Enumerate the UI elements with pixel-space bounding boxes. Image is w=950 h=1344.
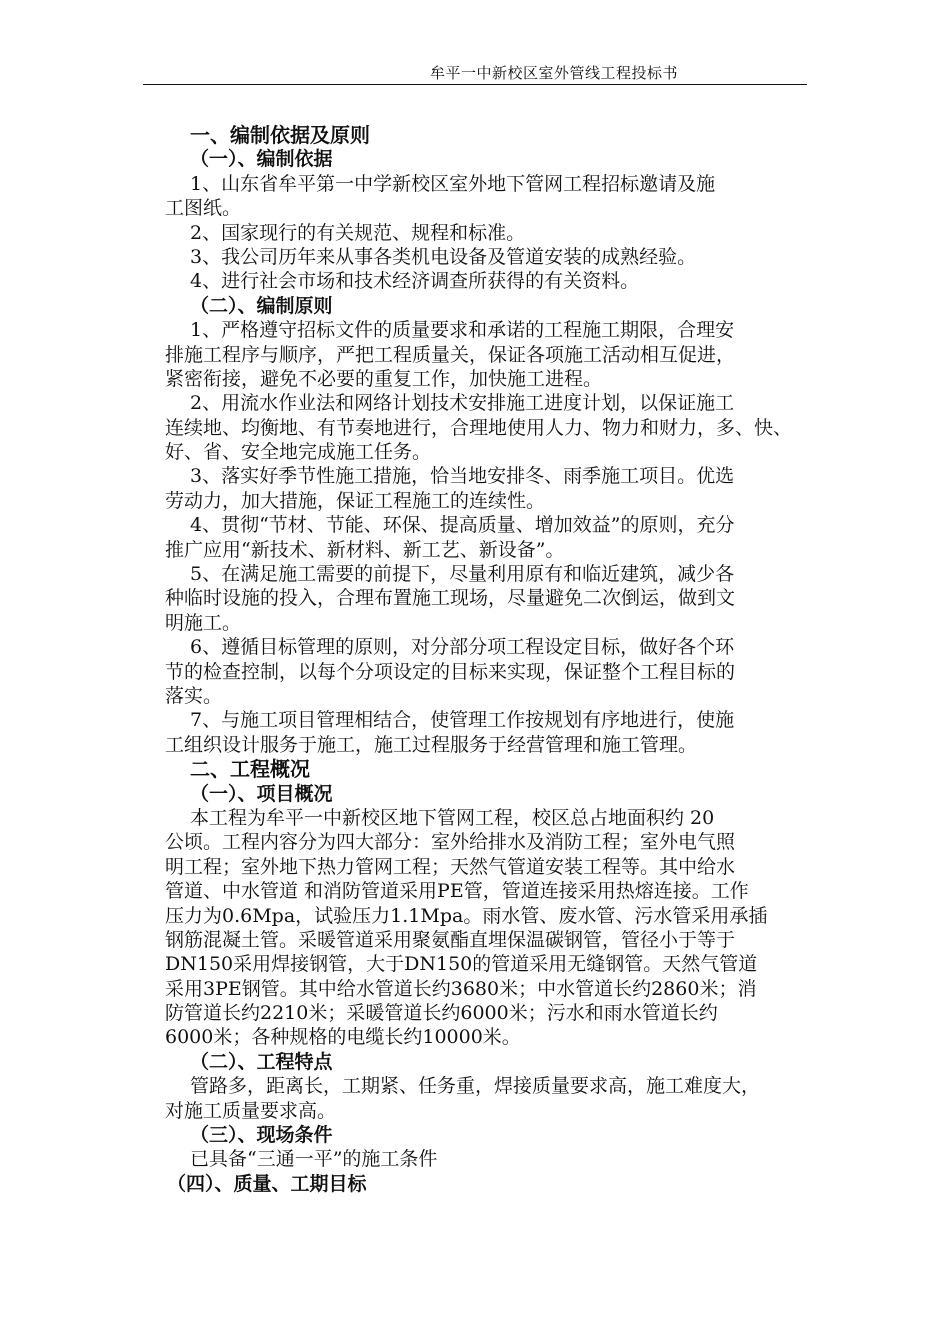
paragraph-line: 6000米；各种规格的电缆长约10000米。 [165,1026,521,1049]
subsection-heading: （一）、项目概况 [190,782,333,805]
paragraph-line: 7、与施工项目管理相结合，使管理工作按规划有序地进行，使施 [190,709,735,732]
subsection-heading: （三）、现场条件 [190,1124,333,1147]
paragraph-line: 种临时设施的投入，合理布置施工现场，尽量避免二次倒运，做到文 [165,587,736,610]
paragraph-line: 4、贯彻“节材、节能、环保、提高质量、增加效益”的原则，充分 [190,514,735,537]
header-rule [143,84,807,85]
paragraph-line: 工组织设计服务于施工，施工过程服务于经营管理和施工管理。 [165,733,698,756]
paragraph-line: 明工程；室外地下热力管网工程；天然气管道安装工程等。其中给水 [165,855,736,878]
paragraph-line: 排施工程序与顺序，严把工程质量关，保证各项施工活动相互促进， [165,343,736,366]
paragraph-line: 管道、中水管道 和消防管道采用PE管，管道连接采用热熔连接。工作 [165,880,749,903]
paragraph-line: 2、国家现行的有关规范、规程和标准。 [190,221,526,244]
subsection-heading: （四）、质量、工期目标 [167,1172,367,1195]
section-heading: 一、编制依据及原则 [190,123,370,147]
paragraph-line: 钢筋混凝土管。采暖管道采用聚氨酯直埋保温碳钢管，管径小于等于 [165,928,736,951]
paragraph-line: 好、省、安全地完成施工任务。 [165,441,432,464]
paragraph-line: 紧密衔接，避免不必要的重复工作，加快施工进程。 [165,367,603,390]
running-header: 牟平一中新校区室外管线工程投标书 [430,64,679,82]
paragraph-line: 管路多，距离长，工期紧、任务重，焊接质量要求高，施工难度大， [190,1075,761,1098]
subsection-heading: （一）、编制依据 [190,148,333,171]
paragraph-line: 压力为0.6Mpa，试验压力1.1Mpa。雨水管、废水管、污水管采用承插 [165,904,768,927]
paragraph-line: 6、遵循目标管理的原则，对分部分项工程设定目标，做好各个环 [190,636,735,659]
paragraph-line: 5、在满足施工需要的前提下，尽量利用原有和临近建筑，减少各 [190,563,735,586]
paragraph-line: 3、落实好季节性施工措施，恰当地安排冬、雨季施工项目。优选 [190,465,735,488]
paragraph-line: 防管道长约2210米；采暖管道长约6000米；污水和雨水管道长约 [165,1002,718,1025]
paragraph-line: 明施工。 [165,611,242,634]
paragraph-line: 本工程为牟平一中新校区地下管网工程，校区总占地面积约 20 [190,806,715,829]
document-body [165,123,825,1196]
subsection-heading: （二）、编制原则 [190,294,333,317]
paragraph-line: 1、山东省牟平第一中学新校区室外地下管网工程招标邀请及施 [190,172,716,195]
paragraph-line: 推广应用“新技术、新材料、新工艺、新设备”。 [165,538,565,561]
section-heading: 二、工程概况 [190,757,310,782]
paragraph-line: 已具备“三通一平”的施工条件 [190,1148,438,1171]
paragraph-line: DN150采用焊接钢管，大于DN150的管道采用无缝钢管。天然气管道 [165,953,758,976]
paragraph-line: 落实。 [165,684,223,707]
paragraph-line: 劳动力，加大措施，保证工程施工的连续性。 [165,489,546,512]
paragraph-line: 工图纸。 [165,197,242,220]
paragraph-line: 节的检查控制，以每个分项设定的目标来实现，保证整个工程目标的 [165,660,736,683]
paragraph-line: 2、用流水作业法和网络计划技术安排施工进度计划，以保证施工 [190,392,735,415]
paragraph-line: 连续地、均衡地、有节奏地进行，合理地使用人力、物力和财力，多、快、 [165,416,793,439]
paragraph-line: 公顷。工程内容分为四大部分：室外给排水及消防工程；室外电气照 [165,831,736,854]
paragraph-line: 对施工质量要求高。 [165,1099,337,1122]
paragraph-line: 采用3PE钢管。其中给水管道长约3680米；中水管道长约2860米；消 [165,977,757,1000]
paragraph-line: 1、严格遵守招标文件的质量要求和承诺的工程施工期限，合理安 [190,319,735,342]
paragraph-line: 4、进行社会市场和技术经济调查所获得的有关资料。 [190,270,640,293]
subsection-heading: （二）、工程特点 [190,1050,333,1073]
paragraph-line: 3、我公司历年来从事各类机电设备及管道安装的成熟经验。 [190,245,697,268]
